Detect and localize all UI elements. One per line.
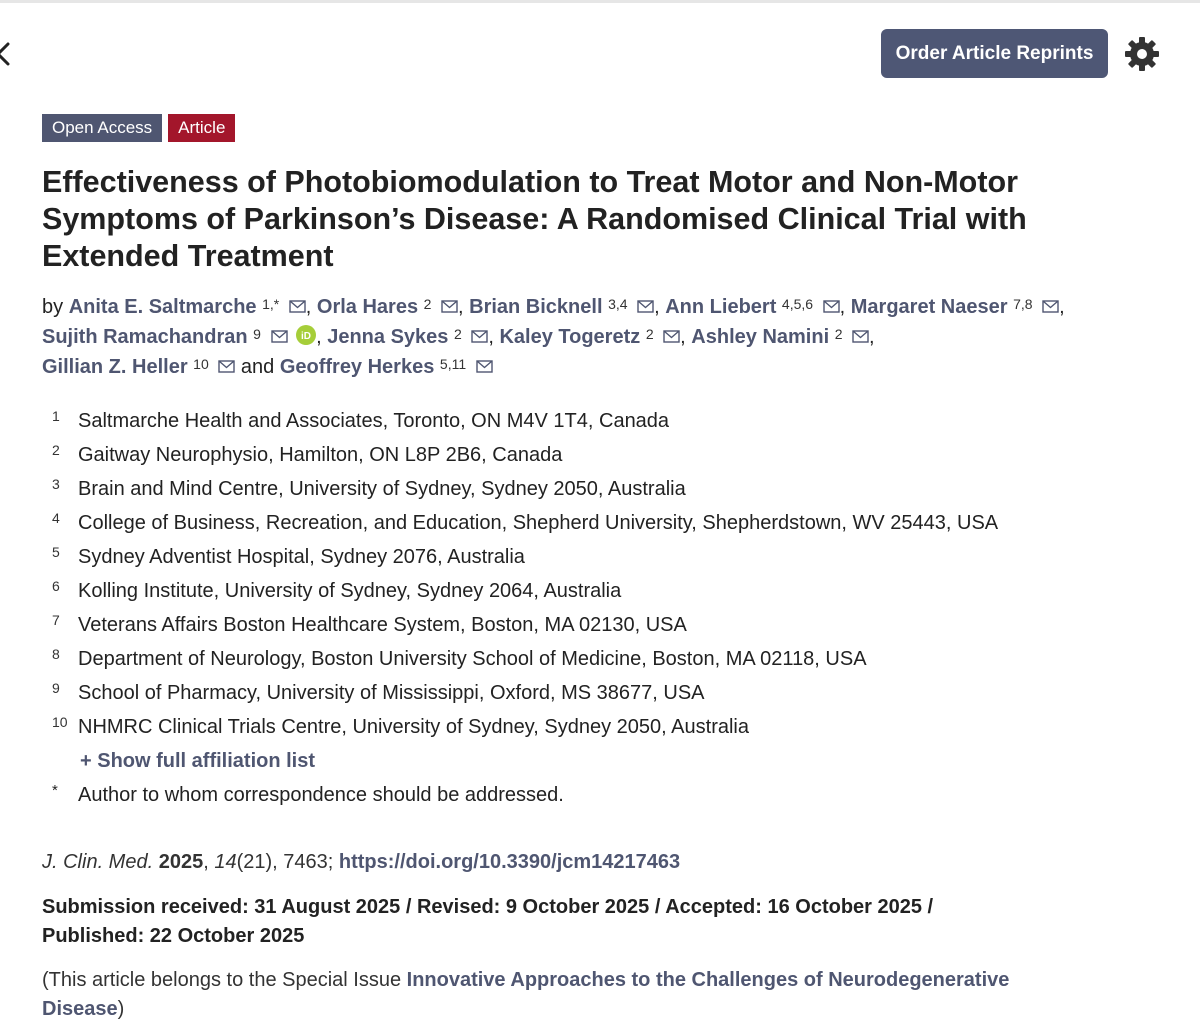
mail-icon[interactable]: [289, 300, 306, 313]
affiliation-item: [42, 474, 1142, 508]
chevron-left-icon[interactable]: [0, 40, 14, 68]
mail-icon[interactable]: [823, 300, 840, 313]
author-affil-sup: 7,8: [1013, 296, 1033, 312]
special-issue-link-cont[interactable]: Disease: [42, 998, 118, 1020]
author-link[interactable]: Anita E. Saltmarche: [68, 296, 257, 318]
affiliation-number: 5: [52, 544, 60, 560]
open-access-badge: Open Access: [42, 114, 162, 142]
affiliation-item: [42, 406, 1142, 440]
orcid-icon[interactable]: [296, 325, 316, 345]
author-link[interactable]: Jenna Sykes: [327, 326, 449, 348]
affiliation-item: [42, 610, 1142, 644]
affiliation-number: 9: [52, 680, 60, 696]
author-link[interactable]: Orla Hares: [316, 296, 419, 318]
byline-prefix: by: [42, 296, 64, 318]
affiliation-number: 4: [52, 510, 60, 526]
author-affil-sup: 2: [453, 326, 462, 342]
mail-icon[interactable]: [852, 330, 869, 343]
author-link[interactable]: Ann Liebert: [665, 296, 777, 318]
author-link[interactable]: Gillian Z. Heller: [42, 356, 188, 378]
author-affil-sup: 2: [423, 296, 432, 312]
article-type-badge: Article: [168, 114, 235, 142]
affiliation-item: [42, 542, 1142, 576]
affiliation-item: [42, 440, 1142, 474]
journal-name: J. Clin. Med.: [42, 851, 154, 873]
affiliation-number: 10: [52, 714, 68, 730]
affiliation-text: Sydney Adventist Hospital, Sydney 2076, Australia: [78, 546, 525, 568]
correspondence-star: *: [52, 782, 58, 799]
author-link[interactable]: Sujith Ramachandran: [42, 326, 248, 348]
affiliation-text: Kolling Institute, University of Sydney, Sydney 2064, Australia: [78, 580, 622, 602]
affiliation-number: 8: [52, 646, 60, 662]
publication-dates: [42, 893, 1042, 951]
affiliation-text: Gaitway Neurophysio, Hamilton, ON L8P 2B6, Canada: [78, 444, 563, 466]
special-issue-note: [42, 966, 1092, 1024]
svg-text:iD: iD: [301, 331, 312, 342]
affiliation-number: 7: [52, 612, 60, 628]
mail-icon[interactable]: [471, 330, 488, 343]
affiliation-item: [42, 508, 1142, 542]
affiliation-text: Department of Neurology, Boston University School of Medicine, Boston, MA 02118, USA: [78, 648, 867, 670]
affiliation-item: [42, 576, 1142, 610]
author-affil-sup: 10: [193, 356, 209, 372]
author-affil-sup: 9: [253, 326, 261, 342]
affiliation-text: NHMRC Clinical Trials Centre, University of Sydney, Sydney 2050, Australia: [78, 716, 749, 738]
special-issue-suffix: ): [117, 998, 125, 1020]
affiliation-item: [42, 678, 1142, 712]
author-affil-sup: 2: [645, 326, 654, 342]
special-issue-link[interactable]: Innovative Approaches to the Challenges of Neurodegenerative: [406, 969, 1010, 991]
dates-line-2: Published: 22 October 2025: [42, 925, 305, 947]
correspondence-note: [42, 780, 1042, 810]
affiliation-number: 6: [52, 578, 60, 594]
affiliation-text: College of Business, Recreation, and Education, Shepherd University, Shepherdstown, WV 25443, USA: [78, 512, 999, 534]
mail-icon[interactable]: [637, 300, 654, 313]
author-and: and: [240, 356, 275, 378]
author-link[interactable]: Brian Bicknell: [469, 296, 603, 318]
mail-icon[interactable]: [476, 360, 493, 373]
doi-link[interactable]: https://doi.org/10.3390/jcm14217463: [338, 851, 681, 873]
mail-icon[interactable]: [1042, 300, 1059, 313]
citation-year: 2025: [158, 851, 204, 873]
author-link[interactable]: Margaret Naeser: [850, 296, 1008, 318]
citation-volume: 14: [214, 851, 237, 873]
article-badges: [42, 114, 235, 142]
affiliation-text: Veterans Affairs Boston Healthcare System, Boston, MA 02130, USA: [78, 614, 687, 636]
citation-line: J. Clin. Med. 2025, 14(21), 7463; https://doi.org/10.3390/jcm14217463: [42, 851, 681, 873]
author-list: by Anita E. Saltmarche $^{1,*}$ , Orla Hares $^2$ , Brian Bicknell $^{3,4}$ , Ann Liebert $^{4,5,6}$ , Margaret Naeser $^{7,8}$ , Sujith Ramachandran $^9$ iD , Jenna Sykes $^2$ , Kaley Togeretz $^2$ , Ashley Namini $^2$ , Gillian Z. Heller $^{10}$ and Geoffrey Herkes $^{5,11}$: [42, 296, 1065, 378]
gear-icon[interactable]: [1124, 36, 1160, 72]
affiliation-number: 2: [52, 442, 60, 458]
author-link[interactable]: Ashley Namini: [691, 326, 830, 348]
author-affil-sup: 2: [834, 326, 843, 342]
affiliation-list: [42, 406, 1142, 746]
author-affil-sup: 5,11: [439, 356, 467, 372]
dates-line-1: Submission received: 31 August 2025 / Revised: 9 October 2025 / Accepted: 16 October 2025 /: [42, 896, 934, 918]
affiliation-number: 3: [52, 476, 60, 492]
order-reprints-button[interactable]: Order Article Reprints: [881, 29, 1108, 78]
affiliation-text: School of Pharmacy, University of Mississippi, Oxford, MS 38677, USA: [78, 682, 705, 704]
show-full-affiliation-link[interactable]: + Show full affiliation list: [80, 750, 316, 772]
special-issue-prefix: (This article belongs to the Special Issue: [42, 969, 407, 991]
author-affil-sup: 4,5,6: [781, 296, 814, 312]
author-link[interactable]: Kaley Togeretz: [499, 326, 641, 348]
citation-issue: (21), 7463;: [236, 851, 334, 873]
affiliation-text: Saltmarche Health and Associates, Toronto, ON M4V 1T4, Canada: [78, 410, 670, 432]
mail-icon[interactable]: [218, 360, 235, 373]
top-divider: [0, 0, 1200, 3]
mail-icon[interactable]: [441, 300, 458, 313]
mail-icon[interactable]: [663, 330, 680, 343]
article-title: Effectiveness of Photobiomodulation to Treat Motor and Non-Motor Symptoms of Parkinson’s Disease: A Randomised Clinical Trial with Extended Treatment: [42, 165, 1027, 273]
affiliation-item: [42, 712, 1142, 746]
author-affil-sup: 1,*: [262, 296, 280, 312]
author-affil-sup: 3,4: [608, 296, 628, 312]
mail-icon[interactable]: [271, 330, 288, 343]
affiliation-item: [42, 644, 1142, 678]
correspondence-text: Author to whom correspondence should be addressed.: [78, 784, 564, 806]
author-link[interactable]: Geoffrey Herkes: [279, 356, 435, 378]
affiliation-number: 1: [52, 408, 60, 424]
affiliation-text: Brain and Mind Centre, University of Sydney, Sydney 2050, Australia: [78, 478, 686, 500]
